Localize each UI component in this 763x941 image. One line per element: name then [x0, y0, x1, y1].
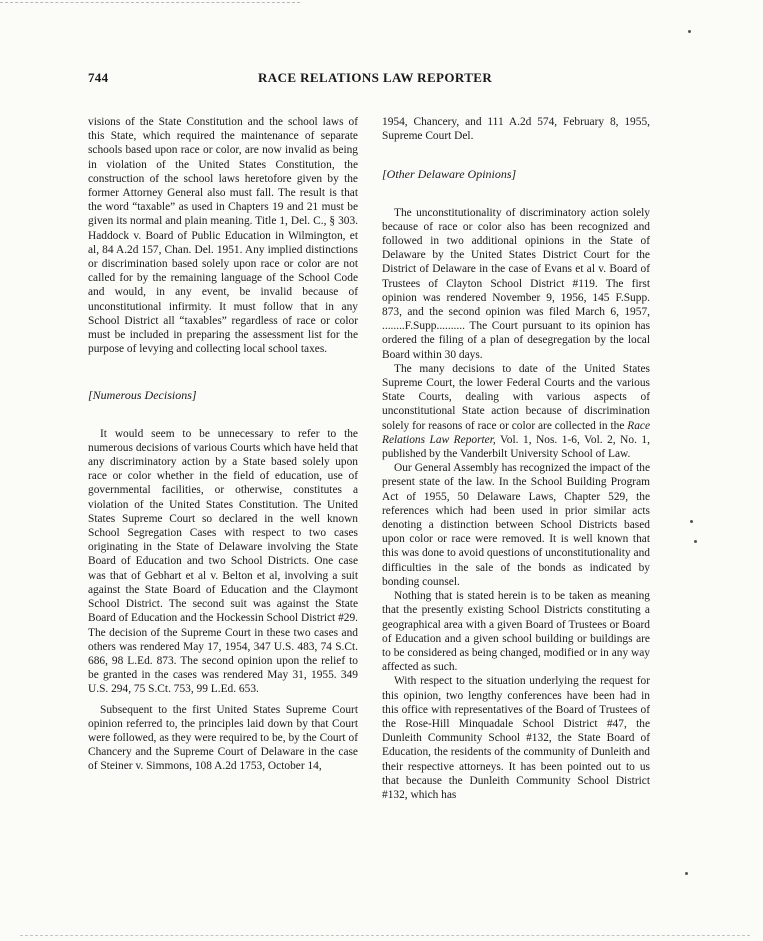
page-edge-bottom — [20, 935, 750, 936]
left-column — [88, 115, 358, 774]
section-heading-numerous-decisions: [Numerous Decisions] — [88, 388, 197, 403]
right-paragraph-1: 1954, Chancery, and 111 A.2d 574, February 8, 1955, Supreme Court Del. — [382, 116, 650, 143]
left-paragraph-1: visions of the State Constitution and the school laws of this State, which required the maintenance of separate schools based upon race or color, are now invalid as being in violation of the United States Constitution, the construction of the school laws heretofore given by the former Attorney General also must fall. The result is that the word “taxable” as used in Chapters 19 and 21 must be given its normal and plain meaning. Title 1, Del. C., § 303. Haddock v. Board of Public Education in Wilmington, et al, 84 A.2d 157, Chan. Del. 1951. Any implied distinctions or discrimination based solely upon race or color are not called for by the remaining language of the School Code and would, in any event, be invalid because of unconstitutional infirmity. It must follow that in any School District all “taxables” regardless of race or color must be included in preparing the assessment list for the purpose of levying and collecting local school taxes. — [88, 116, 358, 356]
reporter-title-italic: Race Relations Law Reporter, — [382, 419, 650, 446]
right-paragraph-4: Our General Assembly has recognized the impact of the present state of the law. In the School Building Program Act of 1955, 50 Delaware Laws, Chapter 529, the references which had been used in prior similar acts denoting a distinction between School Districts based upon color or race were removed. It is well known that this was done to avoid questions of unconstitutionality and difficulties in the sale of the bonds as indicated by bonding counsel. — [382, 462, 650, 588]
right-paragraph-2: The unconstitutionality of discriminatory action solely because of race or color also has been recognized and followed in two additional opinions in the State of Delaware by the United States District Court for the District of Delaware in the case of Evans et al v. Board of Trustees of Clayton School District #119. The first opinion was rendered November 9, 1956, 145 F.Supp. 873, and the second opinion was filed March 6, 1957, ........F.Supp.......... The Court pursuant to its opinion has ordered the filing of a plan of desegregation by the local Board within 30 days. — [382, 206, 650, 361]
scan-speck — [694, 540, 697, 543]
right-paragraph-5: Nothing that is stated herein is to be taken as meaning that the presently existing School Districts constituting a geographical area with a given Board of Trustees or Board of Education and a given school building or buildings are to be considered as being changed, modified or in any way affected as such. — [382, 590, 650, 674]
right-paragraph-3-text-end: Vol. 1, Nos. 1-6, Vol. 2, No. 1, published by the Vanderbilt University School of Law. — [382, 433, 650, 461]
left-paragraph-3: Subsequent to the first United States Supreme Court opinion referred to, the principles laid down by that Court were followed, as they were required to be, by the Court of Chancery and the Supreme Court of Delaware in the case of Steiner v. Simmons, 108 A.2d 1753, October 14, — [88, 703, 358, 773]
running-title: RACE RELATIONS LAW REPORTER — [258, 70, 493, 85]
page-edge-top — [0, 2, 300, 3]
section-heading-other-delaware-opinions: [Other Delaware Opinions] — [382, 167, 517, 182]
page-header — [0, 70, 763, 90]
right-paragraph-3 — [382, 362, 650, 461]
right-paragraph-6: With respect to the situation underlying the request for this opinion, two lengthy conferences have been had in this office with representatives of the Board of Trustees of the Rose-Hill Minquadale School District #47, the Dunleith Community School #132, the State Board of Education, the residents of the community of Dunleith and their respective attorneys. It has been pointed out to us that because the Dunleith Community School District #132, which has — [382, 675, 650, 801]
left-paragraph-2: It would seem to be unnecessary to refer to the numerous decisions of various Courts which have held that any discriminatory action by a State based solely upon race or color whether in the field of education, use of governmental facilities, or otherwise, constitutes a violation of the United States Constitution. The United States Supreme Court so declared in the well known School Segregation Cases with respect to two cases originating in the State of Delaware involving the State Board of Education and two School Districts. One case was that of Gebhart et al v. Belton et al, involving a suit against the State Board of Education and the Claymont School District. The second suit was against the State Board of Education and the Hockessin School District #29. The decision of the Supreme Court in these two cases and others was rendered May 17, 1954, 347 U.S. 483, 74 S.Ct. 686, 98 L.Ed. 873. The second opinion upon the relief to be granted in the cases was rendered May 31, 1955. 349 U.S. 294, 75 S.Ct. 753, 99 L.Ed. 653. — [88, 427, 358, 696]
scan-speck — [690, 520, 693, 523]
right-column — [382, 115, 650, 802]
right-paragraph-3-text: The many decisions to date of the United States Supreme Court, the lower Federal Courts and the various State Courts, dealing with various aspects of unconstitutional State action because of discrimination solely for reasons of race or color are collected in the — [382, 362, 650, 432]
scan-speck — [688, 30, 691, 33]
scan-speck — [685, 872, 688, 875]
page-number: 744 — [88, 70, 109, 85]
